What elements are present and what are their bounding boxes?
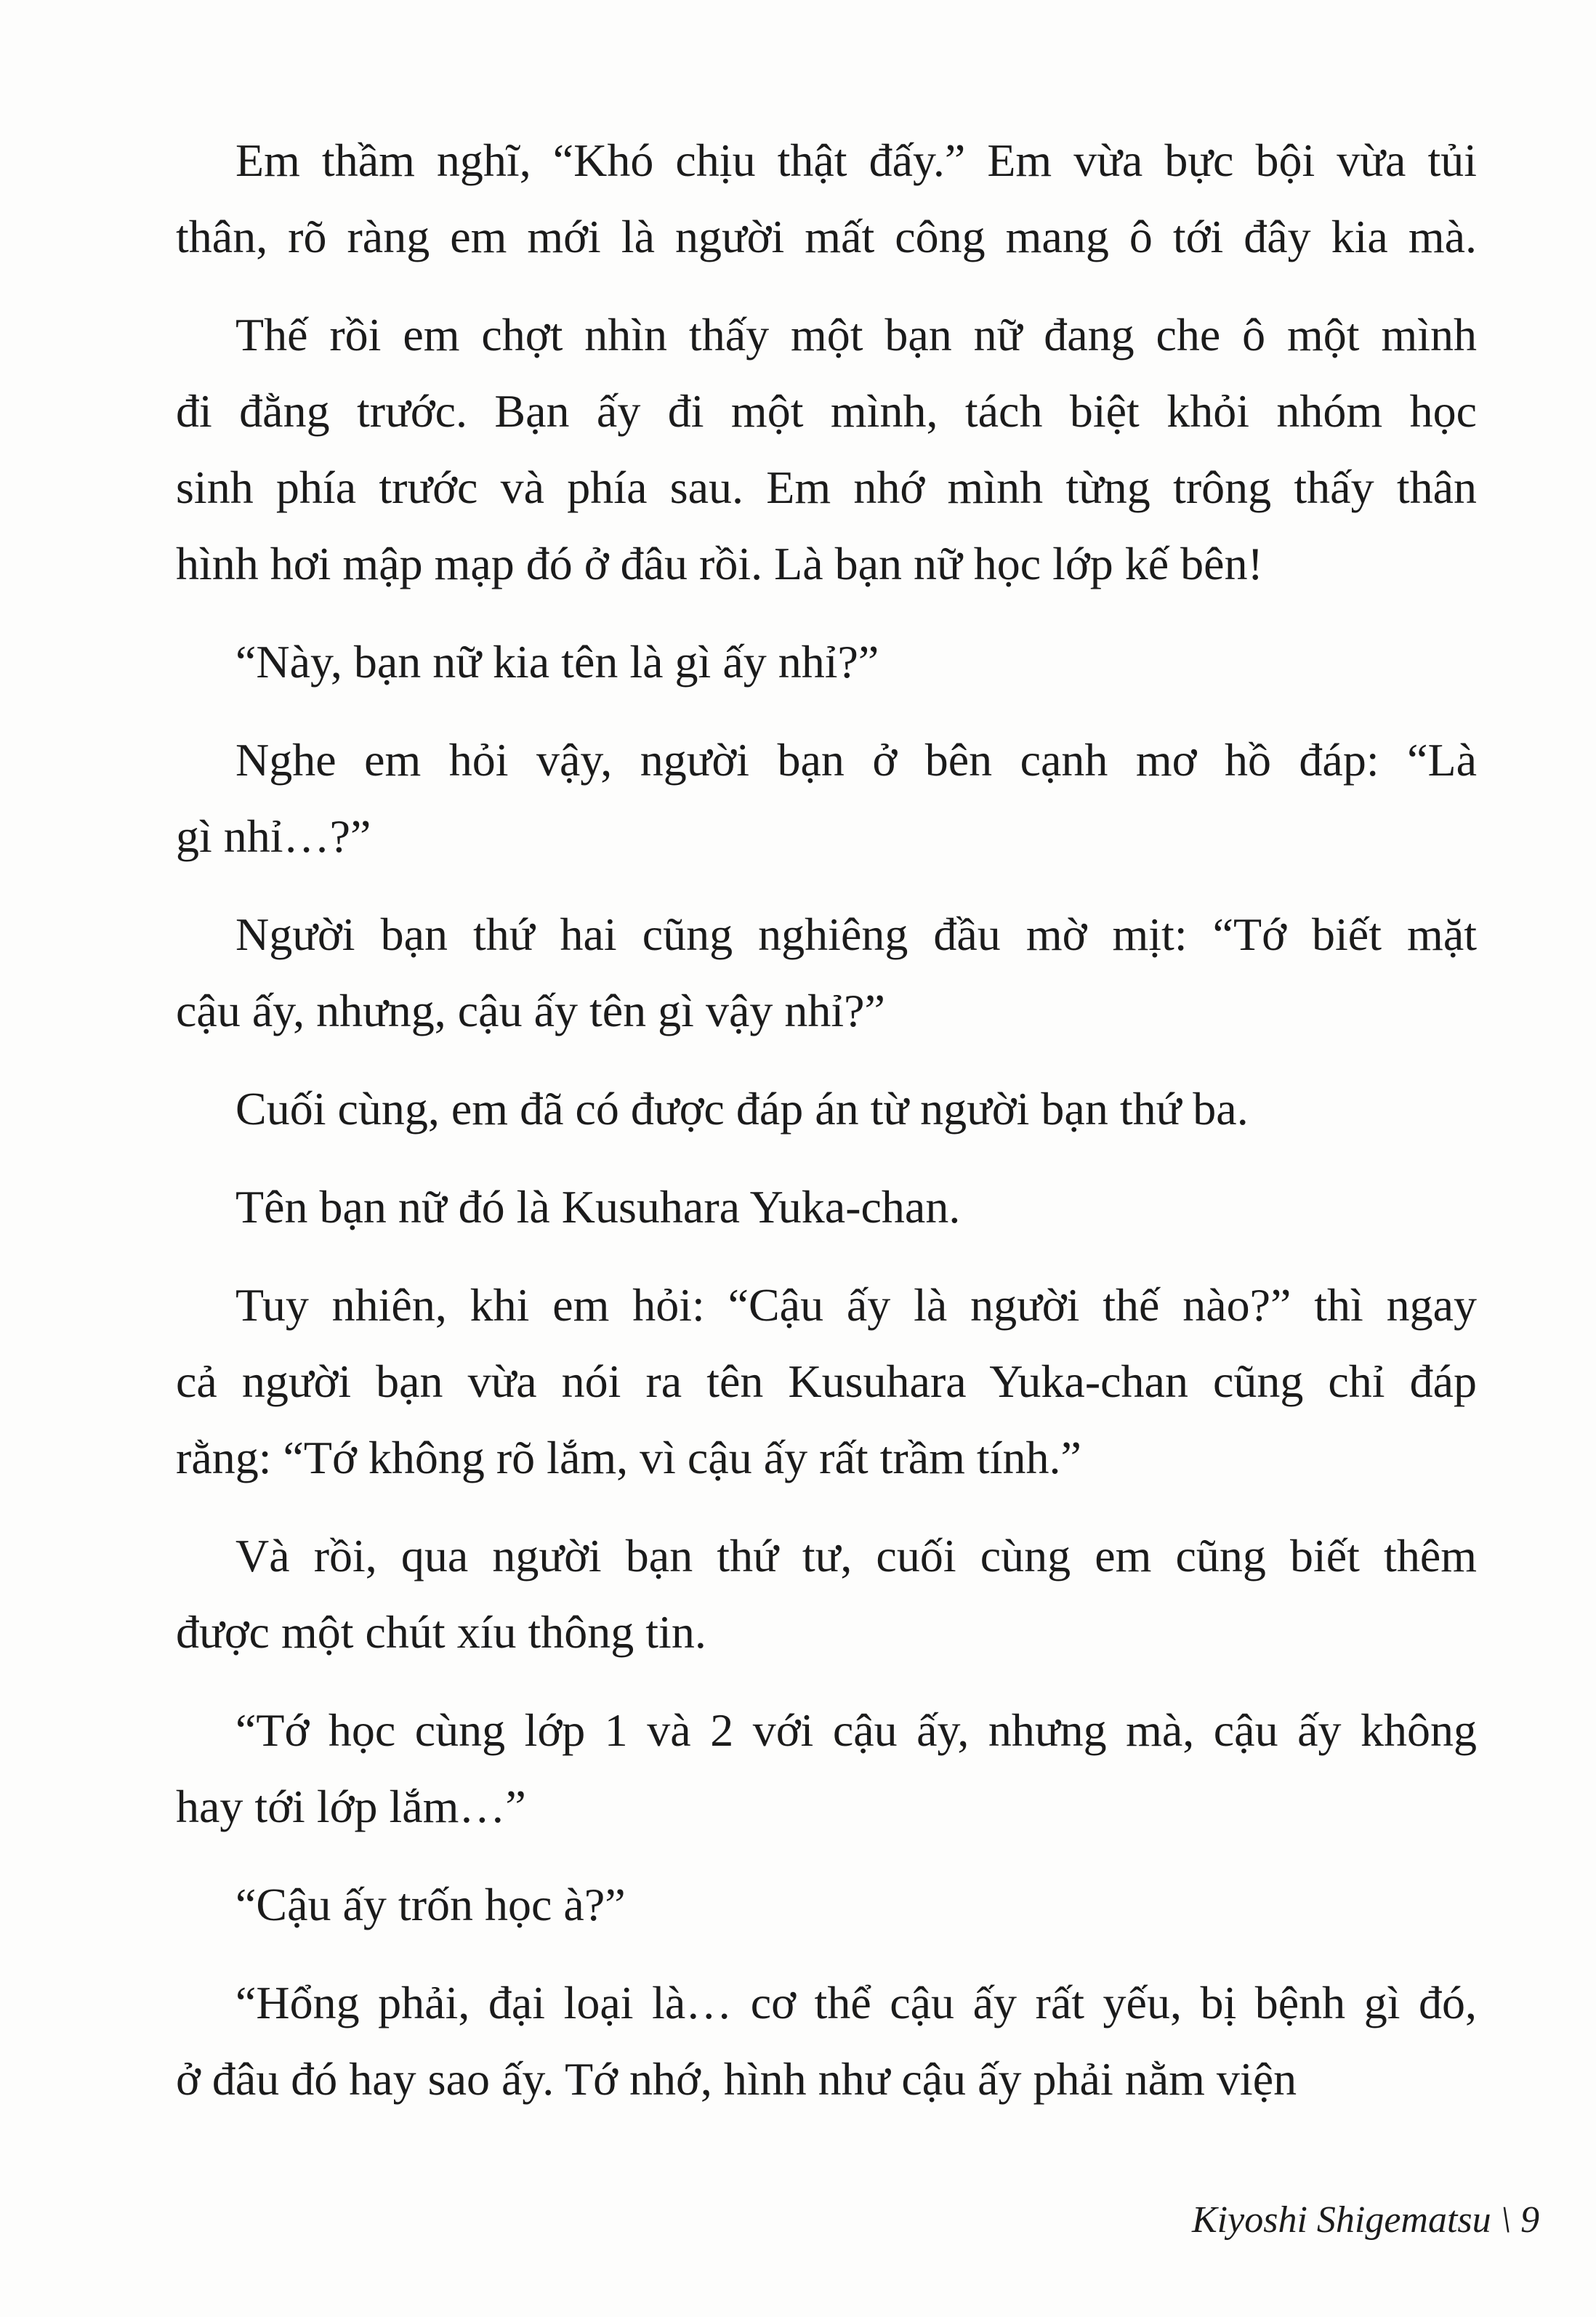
text-line: Người bạn thứ hai cũng nghiêng đầu mờ mịt: “Tớ biết mặt	[235, 908, 1477, 960]
paragraph	[176, 1071, 1477, 1147]
running-author: Kiyoshi Shigematsu	[1192, 2199, 1491, 2241]
text-line: được một chút xíu thông tin.	[176, 1606, 706, 1658]
text-line: “Hổng phải, đại loại là… cơ thể cậu ấy rất yếu, bị bệnh gì đó,	[235, 1977, 1477, 2028]
footer-separator: \	[1500, 2199, 1512, 2241]
text-line: “Tớ học cùng lớp 1 và 2 với cậu ấy, nhưng mà, cậu ấy không	[235, 1704, 1477, 1756]
page-number: 9	[1520, 2199, 1540, 2241]
paragraph	[176, 1866, 1477, 1943]
paragraph	[176, 1965, 1477, 2117]
paragraph	[176, 1518, 1477, 1670]
text-line: Nghe em hỏi vậy, người bạn ở bên cạnh mơ hồ đáp: “Là	[235, 734, 1477, 786]
paragraph	[176, 1267, 1477, 1496]
text-line: Tên bạn nữ đó là Kusuhara Yuka-chan.	[235, 1181, 961, 1233]
text-line: ở đâu đó hay sao ấy. Tớ nhớ, hình như cậu ấy phải nằm viện	[176, 2053, 1297, 2105]
text-line: “Cậu ấy trốn học à?”	[235, 1879, 626, 1930]
text-line: cậu ấy, nhưng, cậu ấy tên gì vậy nhỉ?”	[176, 985, 885, 1036]
text-line: Và rồi, qua người bạn thứ tư, cuối cùng em cũng biết thêm	[235, 1530, 1477, 1581]
paragraph	[176, 1169, 1477, 1245]
text-line: thân, rõ ràng em mới là người mất công mang ô tới đây kia mà.	[176, 211, 1477, 262]
text-line: cả người bạn vừa nói ra tên Kusuhara Yuka-chan cũng chỉ đáp	[176, 1355, 1477, 1407]
text-line: Thế rồi em chợt nhìn thấy một bạn nữ đang che ô một mình	[235, 309, 1477, 360]
text-line: rằng: “Tớ không rõ lắm, vì cậu ấy rất trầm tính.”	[176, 1432, 1081, 1483]
paragraph	[176, 297, 1477, 602]
paragraph	[176, 122, 1477, 275]
text-line: Em thầm nghĩ, “Khó chịu thật đấy.” Em vừa bực bội vừa tủi	[235, 134, 1477, 186]
text-line: sinh phía trước và phía sau. Em nhớ mình từng trông thấy thân	[176, 462, 1477, 513]
paragraph	[176, 624, 1477, 700]
text-line: Cuối cùng, em đã có được đáp án từ người bạn thứ ba.	[235, 1083, 1249, 1135]
text-line: “Này, bạn nữ kia tên là gì ấy nhỉ?”	[235, 636, 879, 688]
page-footer	[1192, 2199, 1539, 2241]
text-line: gì nhỉ…?”	[176, 810, 371, 862]
page-body-text	[176, 122, 1477, 2139]
paragraph	[176, 896, 1477, 1049]
text-line: Tuy nhiên, khi em hỏi: “Cậu ấy là người thế nào?” thì ngay	[235, 1279, 1477, 1331]
text-line: hay tới lớp lắm…”	[176, 1781, 526, 1832]
text-line: hình hơi mập mạp đó ở đâu rồi. Là bạn nữ học lớp kế bên!	[176, 538, 1263, 589]
paragraph	[176, 1692, 1477, 1845]
text-line: đi đằng trước. Bạn ấy đi một mình, tách biệt khỏi nhóm học	[176, 385, 1477, 437]
paragraph	[176, 722, 1477, 874]
